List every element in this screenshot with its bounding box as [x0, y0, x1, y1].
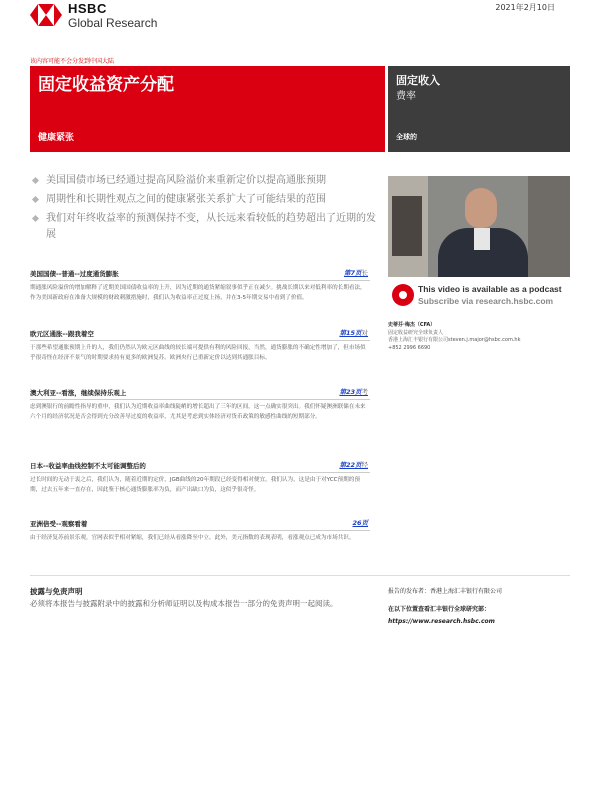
key-point	[30, 173, 380, 189]
bullet-diamond-icon	[32, 177, 39, 184]
research-location-label: 在以下位置查看汇丰银行全球研究部：	[388, 606, 491, 613]
key-points	[30, 173, 380, 246]
podcast-line1: This video is available as a podcast	[418, 284, 562, 294]
section-title: 美国国债--普通--过度通货膨胀	[30, 270, 119, 278]
section-header	[30, 268, 370, 281]
section-page-link[interactable]: 第22页经	[339, 461, 368, 469]
analyst-phone: +852 2996 6690	[388, 344, 431, 351]
report-date: 2021年2月10日	[495, 3, 555, 12]
hsbc-logo-icon	[30, 4, 62, 26]
bullet-diamond-icon	[32, 196, 39, 203]
section-header	[30, 518, 370, 531]
analyst-role: 固定收益研究全球负责人	[388, 329, 444, 336]
category-banner	[388, 66, 570, 152]
section-title: 澳大利亚--看涨，继续保持乐观上	[30, 389, 127, 397]
brand	[68, 2, 157, 30]
disclosure-title: 披露与免责声明	[30, 587, 83, 596]
podcast-icon	[392, 284, 414, 306]
brand-name: HSBC	[68, 1, 107, 16]
report-subtitle: 健康紧张	[38, 133, 75, 143]
section-body: 于那些希望通胀预期上升的人，我们仍然认为欧元区曲线的较长端可提供有利的风险回报，当然，通货膨胀的不确定性增加了，但市场似乎很奇怪在经济不景气的时期要求持有更多的欧洲复苏。欧洲央行已重新定价以达到其通胀目标。	[30, 345, 366, 361]
section-title: 欧元区通胀--跟我着空	[30, 330, 94, 338]
summary-section	[30, 387, 370, 422]
analyst-name: 史蒂芬·梅杰（CFA）	[388, 322, 436, 328]
issuer-line: 报告的发布者：香港上海汇丰银行有限公司	[388, 588, 503, 595]
section-title: 亚洲倍受--观察看着	[30, 520, 88, 528]
section-body: 期通胀风险溢价的增加解释了近期美国国债收益率的上升，因为近期的通货紧缩叙事似乎正在减少。挑战长期以来对低利率的长期看法，作为美国新政府在准备大规模的财政刺激措施时，我们认为收益率正过度上扬，并在3-5年期交易中看到了价值。	[30, 285, 366, 301]
key-point	[30, 211, 380, 243]
report-title: 固定收益资产分配	[38, 75, 174, 95]
category-label: 固定收入	[396, 74, 440, 87]
summary-section	[30, 518, 370, 543]
disclosure-text: 必须将本报告与披露附录中的披露和分析师证明以及构成本报告一部分的免责声明一起阅读。	[30, 599, 338, 608]
summary-section	[30, 328, 370, 363]
bullet-diamond-icon	[32, 215, 39, 222]
video-person-head	[465, 188, 497, 228]
scope-label: 全球的	[396, 133, 417, 141]
distribution-notice: 该内容可能不会分发到中国大陆	[30, 58, 115, 65]
podcast-line2: Subscribe via research.hsbc.com	[418, 296, 554, 306]
video-thumbnail[interactable]	[388, 176, 570, 277]
section-page-link[interactable]: 第7页长	[343, 269, 368, 277]
analyst-email[interactable]: 香港上海汇丰银行有限公司steven.j.major@hsbc.com.hk	[388, 337, 521, 343]
section-header	[30, 387, 370, 400]
podcast-link[interactable]	[388, 282, 570, 312]
footer-divider	[30, 575, 570, 576]
summary-section	[30, 268, 370, 303]
section-body: 由于经济复苏前景乐观，官网表似乎相对紧缩，我们已经从看涨降至中立。此外，美元指数的表现表明，看涨观点已成为市场共识。	[30, 535, 355, 541]
section-body: 虑到澳银行的前瞻性指导的重申，我们认为近期收益率曲线陡峭的增长超出了三年的区间，这一点确实很突出。我们怀疑澳洲联储在未来六个月的经济状况是否会得到充分改善导过度的收益率，尤其是考虑到实体经济对货币政策的敏感性曲线的短期部分。	[30, 404, 366, 420]
key-point-text: 周期性和长期性观点之间的健康紧张关系扩大了可能结果的范围	[46, 194, 326, 205]
section-page-link[interactable]: 第23页考	[339, 388, 368, 396]
key-point-text: 美国国债市场已经通过提高风险溢价来重新定价以提高通胀预期	[46, 175, 326, 186]
section-header	[30, 328, 370, 341]
section-body: 过长时间的无动于衷之后，我们认为，随着近期的定价，JGB曲线的20年期段已经变得相对便宜。我们认为，这是由于对YCC预期的预期，过去五年来一直存在，因此鉴于核心通货膨胀率为负，而产出缺口为负，这似乎很奇怪。	[30, 477, 360, 493]
subcategory-label: 费率	[396, 91, 416, 102]
video-shelf	[392, 196, 422, 256]
video-background	[528, 176, 570, 277]
section-page-link[interactable]: 第15页对	[339, 329, 368, 337]
key-point-text: 我们对年终收益率的预测保持不变，从长远来看较低的趋势超出了近期的发展	[46, 213, 376, 240]
key-point	[30, 192, 380, 208]
analyst-contact	[388, 322, 570, 352]
research-url-link[interactable]: https://www.research.hsbc.com	[388, 618, 495, 625]
summary-section	[30, 460, 370, 495]
section-title: 日本--收益率曲线控制不太可能调整后的	[30, 462, 146, 470]
video-person-shirt	[474, 228, 490, 250]
title-banner	[30, 66, 385, 152]
brand-sub: Global Research	[68, 16, 158, 30]
section-page-link[interactable]: 26页	[352, 519, 368, 527]
section-header	[30, 460, 370, 473]
